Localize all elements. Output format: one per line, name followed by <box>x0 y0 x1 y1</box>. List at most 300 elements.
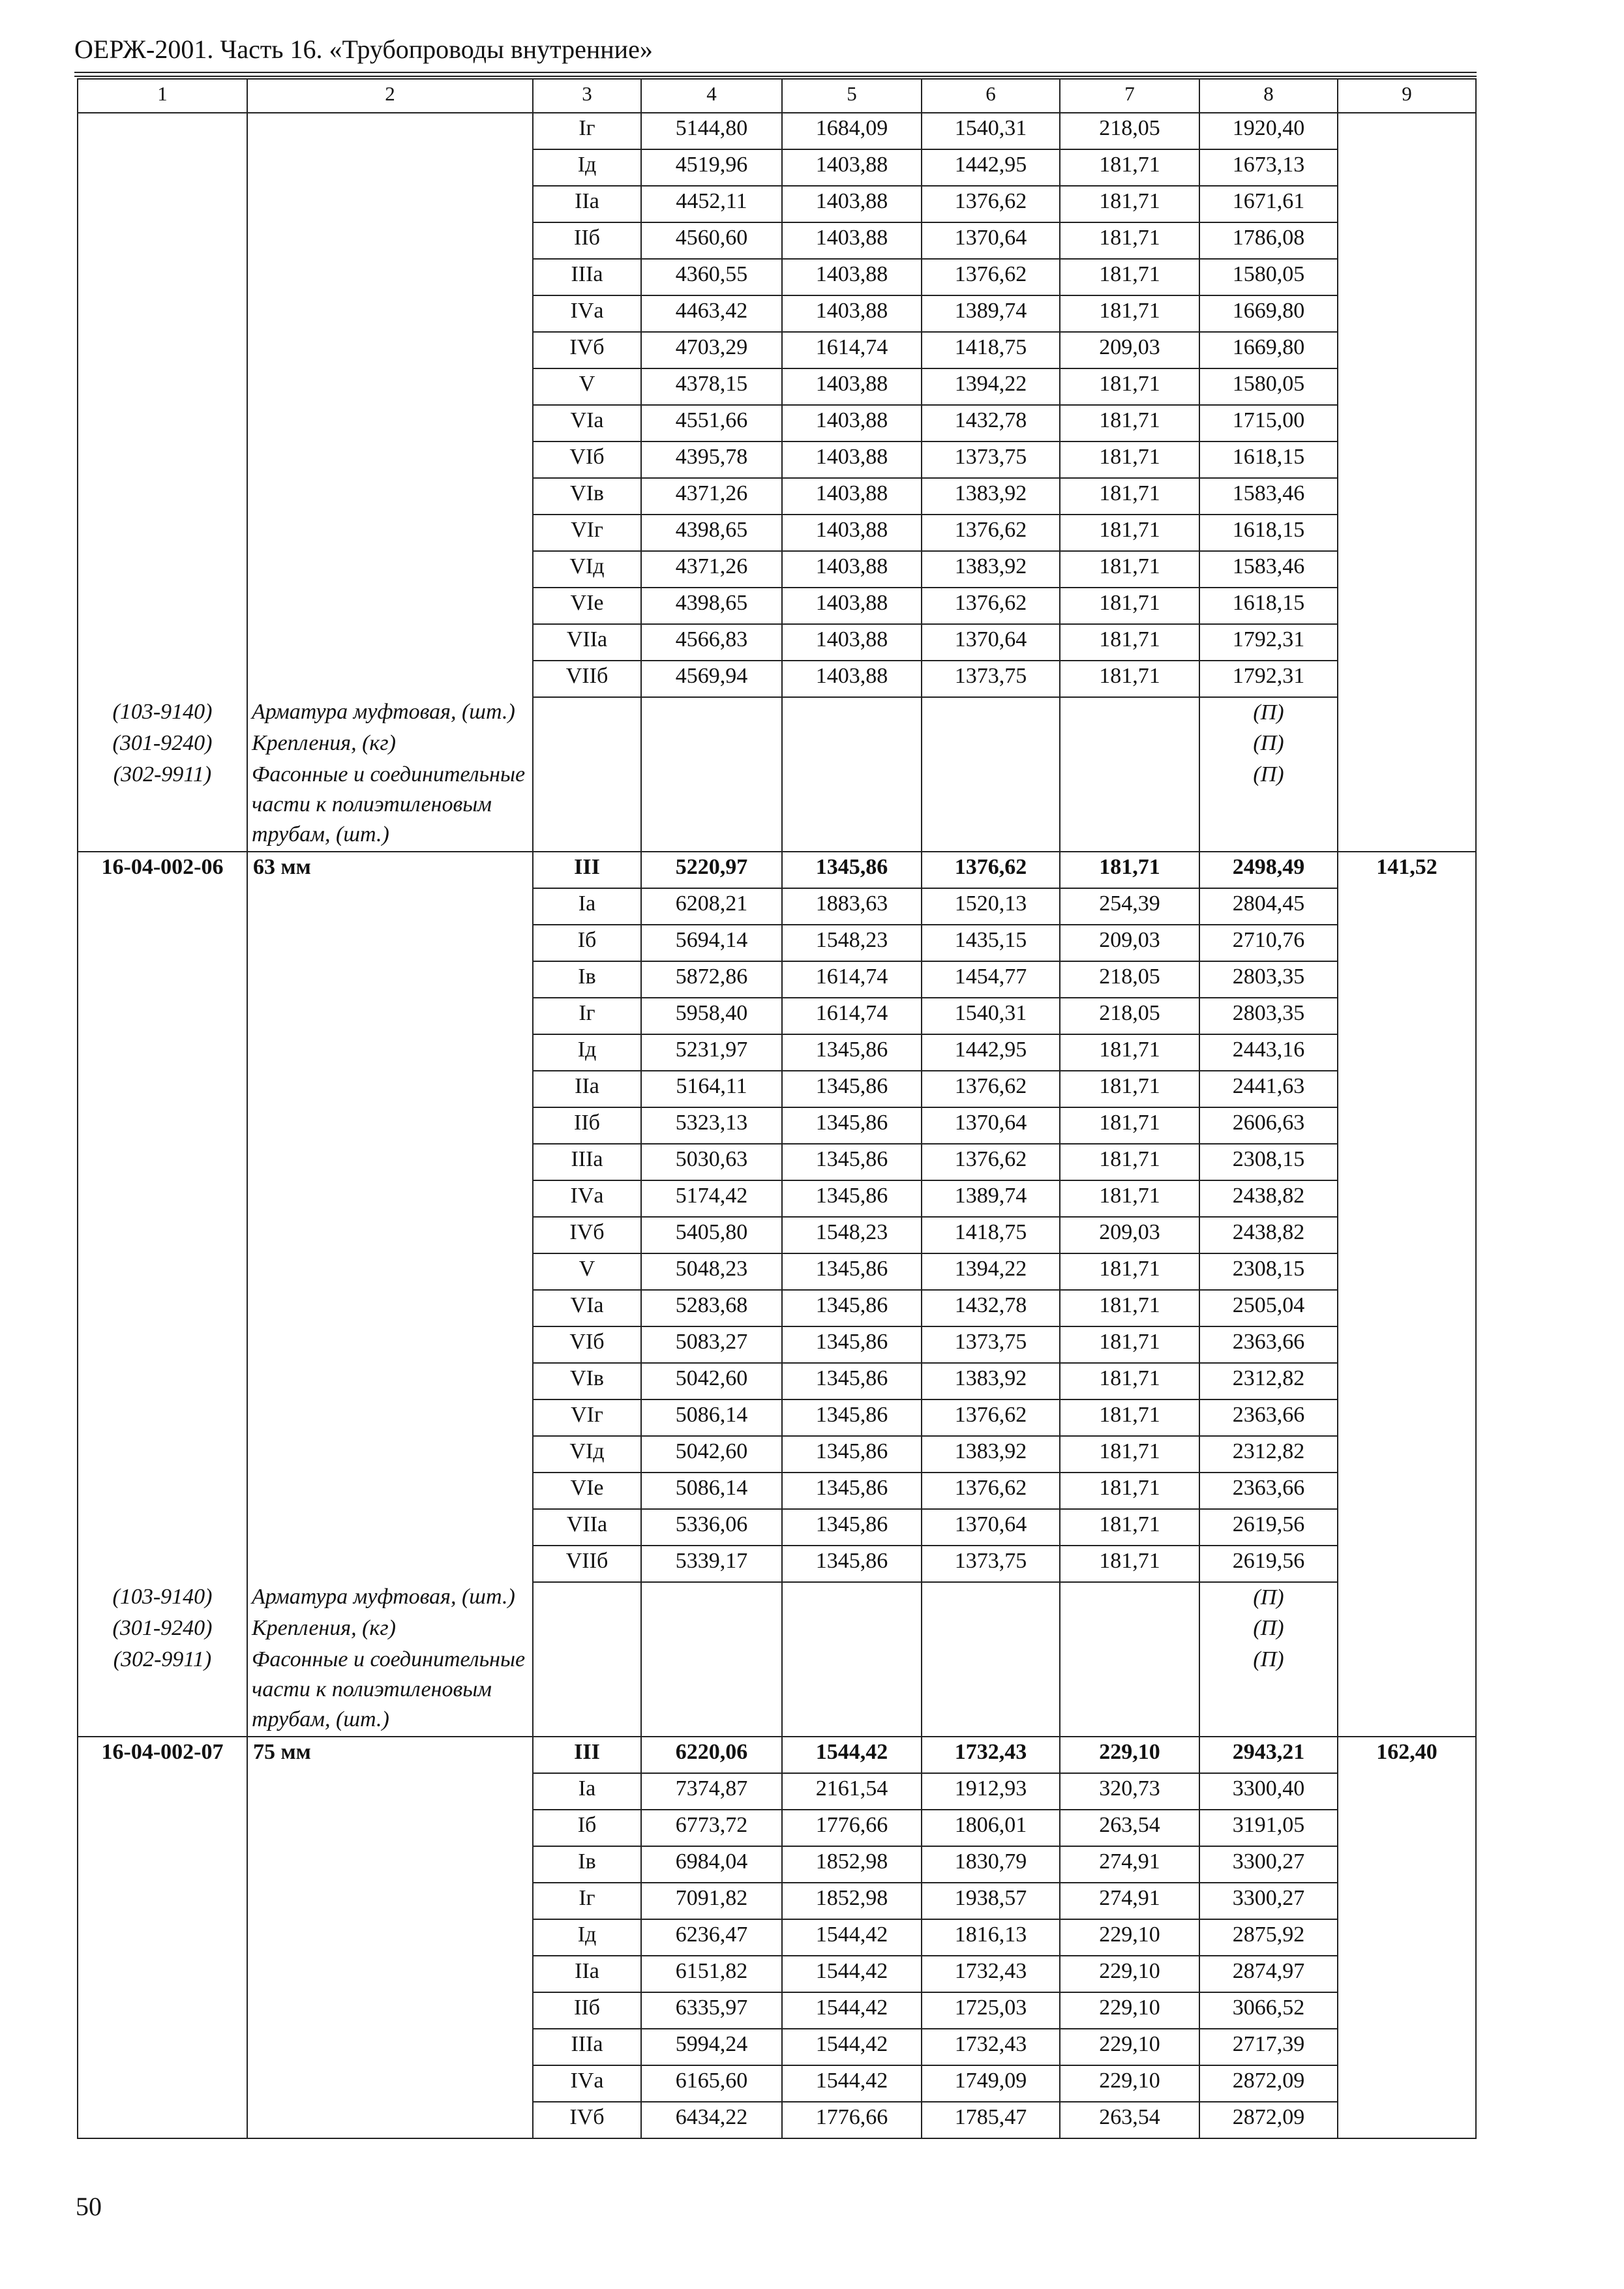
labor-cost: 1403,88 <box>782 295 922 332</box>
table-row <box>78 925 1476 961</box>
machine-cost: 1830,79 <box>922 1846 1060 1883</box>
zone <box>533 1645 641 1737</box>
table-row <box>78 2029 1476 2065</box>
labor-cost: 1403,88 <box>782 588 922 624</box>
zone: VIIб <box>533 1546 641 1582</box>
operator-wage: 218,05 <box>1060 998 1199 1034</box>
labor-cost: 1544,42 <box>782 2029 922 2065</box>
machine-cost: 1394,22 <box>922 368 1060 405</box>
labor-hours <box>1338 1071 1476 1107</box>
labor-hours <box>1338 661 1476 697</box>
rates-table <box>77 78 1477 2139</box>
rate-code <box>78 1773 247 1810</box>
machine-cost: 1389,74 <box>922 1180 1060 1217</box>
total-cost: 5231,97 <box>641 1034 782 1071</box>
table-row <box>78 1956 1476 1992</box>
operator-wage: 181,71 <box>1060 661 1199 697</box>
labor-cost: 1614,74 <box>782 998 922 1034</box>
table-row <box>78 1737 1476 1773</box>
rate-name: Фасонные и соединительные части к полиэтиленовым трубам, (шт.) <box>247 1645 533 1737</box>
machine-cost: 1394,22 <box>922 1253 1060 1290</box>
zone: Iд <box>533 1919 641 1956</box>
zone: VIб <box>533 441 641 478</box>
zone: IIб <box>533 1107 641 1144</box>
labor-cost: 1403,88 <box>782 515 922 551</box>
zone <box>533 1582 641 1613</box>
column-number: 9 <box>1338 79 1476 113</box>
total-cost: 4371,26 <box>641 478 782 515</box>
operator-wage: 181,71 <box>1060 1034 1199 1071</box>
operator-wage: 254,39 <box>1060 888 1199 925</box>
labor-cost: 1403,88 <box>782 478 922 515</box>
rate-name <box>247 1071 533 1107</box>
operator-wage: 181,71 <box>1060 186 1199 222</box>
operator-wage <box>1060 1582 1199 1613</box>
rate-name <box>247 624 533 661</box>
table-row <box>78 588 1476 624</box>
zone: VIг <box>533 1399 641 1436</box>
operator-wage: 181,71 <box>1060 1326 1199 1363</box>
machine-cost: 1816,13 <box>922 1919 1060 1956</box>
zone: IIб <box>533 222 641 259</box>
machine-cost: 1370,64 <box>922 222 1060 259</box>
material-cost: 2498,49 <box>1199 852 1338 888</box>
material-cost: 2874,97 <box>1199 1956 1338 1992</box>
total-cost: 4452,11 <box>641 186 782 222</box>
table-row <box>78 1919 1476 1956</box>
operator-wage: 181,71 <box>1060 1253 1199 1290</box>
labor-hours <box>1338 760 1476 852</box>
labor-hours <box>1338 961 1476 998</box>
rate-code <box>78 1326 247 1363</box>
labor-cost: 1852,98 <box>782 1883 922 1919</box>
operator-wage: 181,71 <box>1060 551 1199 588</box>
operator-wage: 181,71 <box>1060 624 1199 661</box>
table-row <box>78 624 1476 661</box>
rate-code <box>78 661 247 697</box>
rate-code <box>78 1436 247 1473</box>
machine-cost: 1370,64 <box>922 1107 1060 1144</box>
column-number: 4 <box>641 79 782 113</box>
labor-cost: 1544,42 <box>782 1737 922 1773</box>
rate-code <box>78 624 247 661</box>
resource-note-row <box>78 760 1476 852</box>
labor-cost: 1345,86 <box>782 852 922 888</box>
material-cost: 1671,61 <box>1199 186 1338 222</box>
total-cost: 5086,14 <box>641 1473 782 1509</box>
machine-cost: 1383,92 <box>922 551 1060 588</box>
material-cost: 2312,82 <box>1199 1436 1338 1473</box>
machine-cost: 1442,95 <box>922 1034 1060 1071</box>
material-cost: 2308,15 <box>1199 1144 1338 1180</box>
machine-cost <box>922 760 1060 852</box>
total-cost: 6773,72 <box>641 1810 782 1846</box>
labor-cost: 1403,88 <box>782 624 922 661</box>
material-cost: (П) <box>1199 728 1338 760</box>
rate-name <box>247 1107 533 1144</box>
labor-hours <box>1338 588 1476 624</box>
rate-name <box>247 1144 533 1180</box>
rate-code <box>78 1919 247 1956</box>
labor-hours <box>1338 1509 1476 1546</box>
rate-name <box>247 295 533 332</box>
rate-code <box>78 1546 247 1582</box>
total-cost: 5220,97 <box>641 852 782 888</box>
machine-cost: 1938,57 <box>922 1883 1060 1919</box>
rate-name <box>247 2102 533 2138</box>
operator-wage: 229,10 <box>1060 1992 1199 2029</box>
total-cost: 6984,04 <box>641 1846 782 1883</box>
table-row <box>78 1473 1476 1509</box>
rate-code <box>78 1290 247 1326</box>
machine-cost: 1749,09 <box>922 2065 1060 2102</box>
column-number: 2 <box>247 79 533 113</box>
zone: VIв <box>533 478 641 515</box>
labor-cost: 1776,66 <box>782 1810 922 1846</box>
rate-name <box>247 1773 533 1810</box>
machine-cost <box>922 1645 1060 1737</box>
total-cost: 5872,86 <box>641 961 782 998</box>
labor-cost: 1403,88 <box>782 259 922 295</box>
operator-wage: 181,71 <box>1060 259 1199 295</box>
zone: IVа <box>533 1180 641 1217</box>
rate-name <box>247 1399 533 1436</box>
rate-name <box>247 588 533 624</box>
machine-cost <box>922 1582 1060 1613</box>
operator-wage: 274,91 <box>1060 1846 1199 1883</box>
machine-cost: 1376,62 <box>922 259 1060 295</box>
rate-name <box>247 222 533 259</box>
rate-name: 75 мм <box>247 1737 533 1773</box>
total-cost: 5042,60 <box>641 1363 782 1399</box>
labor-cost: 1403,88 <box>782 405 922 441</box>
operator-wage <box>1060 728 1199 760</box>
table-row <box>78 405 1476 441</box>
labor-cost: 1403,88 <box>782 661 922 697</box>
labor-cost <box>782 697 922 728</box>
labor-cost: 1345,86 <box>782 1144 922 1180</box>
machine-cost: 1432,78 <box>922 1290 1060 1326</box>
table-row <box>78 332 1476 368</box>
material-cost: 2710,76 <box>1199 925 1338 961</box>
zone <box>533 728 641 760</box>
rate-code <box>78 1399 247 1436</box>
material-cost: 1715,00 <box>1199 405 1338 441</box>
operator-wage: 181,71 <box>1060 1107 1199 1144</box>
material-cost: (П) <box>1199 1613 1338 1645</box>
zone: Iг <box>533 1883 641 1919</box>
labor-hours <box>1338 515 1476 551</box>
rate-name <box>247 925 533 961</box>
zone: VIIб <box>533 661 641 697</box>
rate-code <box>78 1363 247 1399</box>
labor-hours <box>1338 2065 1476 2102</box>
zone: IIа <box>533 186 641 222</box>
zone: Iб <box>533 925 641 961</box>
labor-hours <box>1338 1399 1476 1436</box>
table-row <box>78 1399 1476 1436</box>
labor-cost <box>782 1645 922 1737</box>
total-cost: 5323,13 <box>641 1107 782 1144</box>
table-row <box>78 113 1476 149</box>
material-cost: 2441,63 <box>1199 1071 1338 1107</box>
machine-cost: 1373,75 <box>922 661 1060 697</box>
material-cost: 2443,16 <box>1199 1034 1338 1071</box>
total-cost: 5144,80 <box>641 113 782 149</box>
labor-cost: 1544,42 <box>782 1992 922 2029</box>
labor-hours <box>1338 1919 1476 1956</box>
header-rule-double <box>74 76 1477 77</box>
total-cost: 6335,97 <box>641 1992 782 2029</box>
total-cost: 5694,14 <box>641 925 782 961</box>
operator-wage: 209,03 <box>1060 332 1199 368</box>
labor-cost: 1345,86 <box>782 1107 922 1144</box>
labor-cost: 1548,23 <box>782 925 922 961</box>
labor-cost: 2161,54 <box>782 1773 922 1810</box>
material-cost: 1792,31 <box>1199 661 1338 697</box>
zone: Iд <box>533 1034 641 1071</box>
machine-cost: 1432,78 <box>922 405 1060 441</box>
table-row <box>78 1107 1476 1144</box>
zone: Iг <box>533 113 641 149</box>
total-cost: 4560,60 <box>641 222 782 259</box>
machine-cost: 1540,31 <box>922 998 1060 1034</box>
rate-code <box>78 1992 247 2029</box>
labor-cost: 1345,86 <box>782 1326 922 1363</box>
labor-hours <box>1338 1436 1476 1473</box>
operator-wage: 181,71 <box>1060 852 1199 888</box>
machine-cost: 1373,75 <box>922 1326 1060 1363</box>
rate-code: 16-04-002-07 <box>78 1737 247 1773</box>
labor-hours <box>1338 1645 1476 1737</box>
total-cost: 4551,66 <box>641 405 782 441</box>
zone: V <box>533 1253 641 1290</box>
rate-code <box>78 961 247 998</box>
operator-wage: 181,71 <box>1060 1071 1199 1107</box>
rate-code <box>78 2029 247 2065</box>
material-cost: 2308,15 <box>1199 1253 1338 1290</box>
operator-wage: 181,71 <box>1060 405 1199 441</box>
rate-code <box>78 478 247 515</box>
rate-name <box>247 551 533 588</box>
labor-cost: 1345,86 <box>782 1436 922 1473</box>
total-cost: 5164,11 <box>641 1071 782 1107</box>
table-row <box>78 1992 1476 2029</box>
rate-name <box>247 1992 533 2029</box>
machine-cost: 1373,75 <box>922 1546 1060 1582</box>
total-cost: 6236,47 <box>641 1919 782 1956</box>
total-cost: 6220,06 <box>641 1737 782 1773</box>
labor-cost: 1614,74 <box>782 332 922 368</box>
labor-hours <box>1338 697 1476 728</box>
material-cost: 1580,05 <box>1199 368 1338 405</box>
operator-wage: 229,10 <box>1060 1919 1199 1956</box>
material-cost: 3300,27 <box>1199 1846 1338 1883</box>
table-row <box>78 149 1476 186</box>
rate-name <box>247 441 533 478</box>
table-row <box>78 998 1476 1034</box>
operator-wage <box>1060 760 1199 852</box>
machine-cost: 1389,74 <box>922 295 1060 332</box>
labor-hours <box>1338 728 1476 760</box>
total-cost: 5958,40 <box>641 998 782 1034</box>
machine-cost: 1376,62 <box>922 1144 1060 1180</box>
machine-cost: 1454,77 <box>922 961 1060 998</box>
operator-wage: 218,05 <box>1060 961 1199 998</box>
rate-name: Арматура муфтовая, (шт.) <box>247 697 533 728</box>
table-row <box>78 1180 1476 1217</box>
zone: VIе <box>533 1473 641 1509</box>
rate-code: (302-9911) <box>78 760 247 852</box>
labor-cost: 1544,42 <box>782 1919 922 1956</box>
material-cost: 1669,80 <box>1199 295 1338 332</box>
total-cost <box>641 728 782 760</box>
material-cost: 1618,15 <box>1199 441 1338 478</box>
rate-name: Крепления, (кг) <box>247 728 533 760</box>
zone: IVб <box>533 1217 641 1253</box>
labor-cost <box>782 760 922 852</box>
labor-cost: 1345,86 <box>782 1290 922 1326</box>
rate-code <box>78 149 247 186</box>
machine-cost: 1418,75 <box>922 1217 1060 1253</box>
total-cost: 5405,80 <box>641 1217 782 1253</box>
rate-name <box>247 478 533 515</box>
table-row <box>78 1773 1476 1810</box>
rate-code <box>78 1107 247 1144</box>
labor-cost: 1776,66 <box>782 2102 922 2138</box>
zone: III <box>533 1737 641 1773</box>
zone: IIIа <box>533 1144 641 1180</box>
operator-wage: 181,71 <box>1060 1363 1199 1399</box>
labor-hours: 141,52 <box>1338 852 1476 888</box>
labor-cost <box>782 728 922 760</box>
rate-name <box>247 186 533 222</box>
labor-cost: 1403,88 <box>782 222 922 259</box>
table-row <box>78 1509 1476 1546</box>
machine-cost: 1912,93 <box>922 1773 1060 1810</box>
operator-wage <box>1060 1645 1199 1737</box>
material-cost: 2505,04 <box>1199 1290 1338 1326</box>
header-rule <box>74 72 1477 73</box>
labor-cost: 1345,86 <box>782 1509 922 1546</box>
rate-name <box>247 661 533 697</box>
column-number: 6 <box>922 79 1060 113</box>
labor-hours <box>1338 1107 1476 1144</box>
material-cost: 1580,05 <box>1199 259 1338 295</box>
total-cost: 6151,82 <box>641 1956 782 1992</box>
labor-cost: 1614,74 <box>782 961 922 998</box>
rate-code <box>78 1810 247 1846</box>
labor-hours <box>1338 2029 1476 2065</box>
labor-hours <box>1338 1326 1476 1363</box>
table-row <box>78 1071 1476 1107</box>
labor-hours <box>1338 1290 1476 1326</box>
operator-wage: 229,10 <box>1060 1737 1199 1773</box>
operator-wage: 181,71 <box>1060 478 1199 515</box>
machine-cost: 1806,01 <box>922 1810 1060 1846</box>
zone: Iг <box>533 998 641 1034</box>
page-number: 50 <box>76 2192 102 2221</box>
table-row <box>78 186 1476 222</box>
material-cost: 3300,40 <box>1199 1773 1338 1810</box>
labor-hours <box>1338 1773 1476 1810</box>
material-cost: 2717,39 <box>1199 2029 1338 2065</box>
machine-cost <box>922 697 1060 728</box>
labor-cost: 1852,98 <box>782 1846 922 1883</box>
labor-cost: 1345,86 <box>782 1473 922 1509</box>
operator-wage: 229,10 <box>1060 2065 1199 2102</box>
table-row <box>78 222 1476 259</box>
rate-code <box>78 1180 247 1217</box>
zone: V <box>533 368 641 405</box>
table-row <box>78 2065 1476 2102</box>
machine-cost: 1540,31 <box>922 113 1060 149</box>
zone: VIд <box>533 551 641 588</box>
labor-cost: 1883,63 <box>782 888 922 925</box>
rate-code <box>78 441 247 478</box>
material-cost: 1920,40 <box>1199 113 1338 149</box>
total-cost: 5048,23 <box>641 1253 782 1290</box>
labor-hours <box>1338 998 1476 1034</box>
labor-hours <box>1338 1582 1476 1613</box>
rate-name <box>247 1883 533 1919</box>
labor-cost: 1345,86 <box>782 1071 922 1107</box>
rate-code <box>78 588 247 624</box>
operator-wage: 181,71 <box>1060 1180 1199 1217</box>
total-cost: 4463,42 <box>641 295 782 332</box>
machine-cost: 1376,62 <box>922 1399 1060 1436</box>
table-row <box>78 368 1476 405</box>
rate-name: Арматура муфтовая, (шт.) <box>247 1582 533 1613</box>
material-cost: (П) <box>1199 1582 1338 1613</box>
rate-code <box>78 1846 247 1883</box>
rate-code: 16-04-002-06 <box>78 852 247 888</box>
rate-name <box>247 1436 533 1473</box>
page-header-title: ОЕРЖ-2001. Часть 16. «Трубопроводы внутренние» <box>74 35 653 64</box>
table-body <box>78 79 1476 2138</box>
rate-name <box>247 1810 533 1846</box>
machine-cost: 1383,92 <box>922 478 1060 515</box>
operator-wage: 263,54 <box>1060 2102 1199 2138</box>
resource-note-row <box>78 728 1476 760</box>
machine-cost: 1376,62 <box>922 1071 1060 1107</box>
labor-hours <box>1338 1144 1476 1180</box>
total-cost: 5042,60 <box>641 1436 782 1473</box>
rate-code <box>78 405 247 441</box>
rate-name <box>247 961 533 998</box>
operator-wage: 218,05 <box>1060 113 1199 149</box>
zone: IIб <box>533 1992 641 2029</box>
table-row <box>78 478 1476 515</box>
material-cost: 2872,09 <box>1199 2065 1338 2102</box>
labor-hours <box>1338 551 1476 588</box>
operator-wage: 181,71 <box>1060 1546 1199 1582</box>
operator-wage: 181,71 <box>1060 1290 1199 1326</box>
machine-cost: 1376,62 <box>922 186 1060 222</box>
rate-code <box>78 186 247 222</box>
labor-hours <box>1338 1034 1476 1071</box>
material-cost: 2363,66 <box>1199 1399 1338 1436</box>
labor-hours <box>1338 113 1476 149</box>
labor-cost: 1345,86 <box>782 1180 922 1217</box>
operator-wage: 181,71 <box>1060 1473 1199 1509</box>
rate-name <box>247 1919 533 1956</box>
rate-code: (301-9240) <box>78 1613 247 1645</box>
material-cost: 2803,35 <box>1199 998 1338 1034</box>
rate-code <box>78 259 247 295</box>
total-cost: 6165,60 <box>641 2065 782 2102</box>
total-cost: 4519,96 <box>641 149 782 186</box>
